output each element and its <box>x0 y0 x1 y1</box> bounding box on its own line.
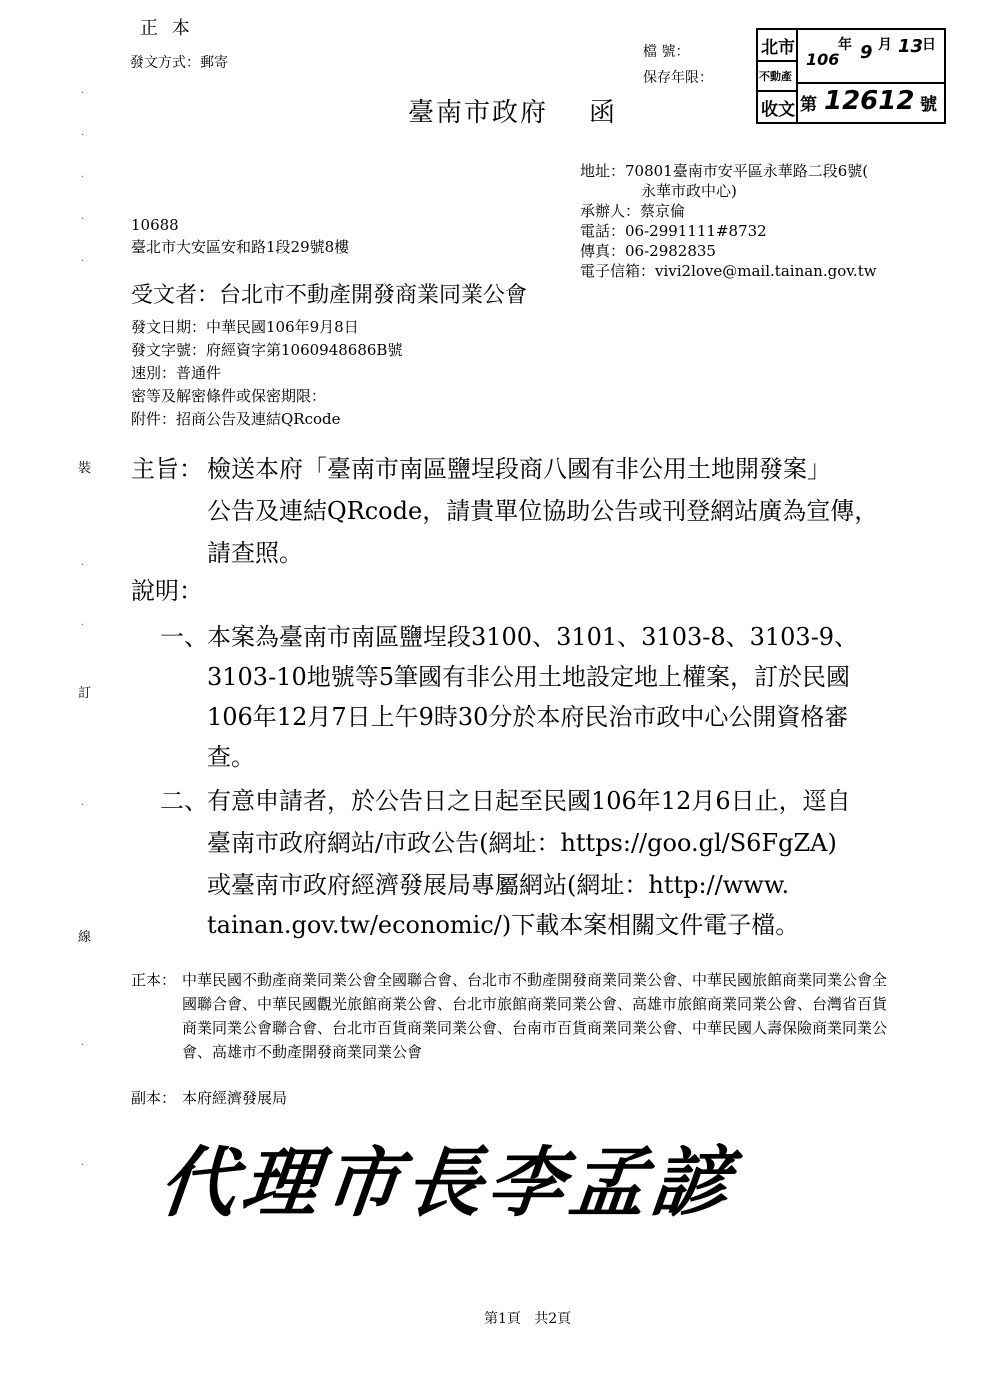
explanation-item-2-line-1: 有意申請者，於公告日之日起至民國106年12月6日止，逕自 <box>207 787 851 815</box>
stamp-org-3: 收文 <box>761 100 795 120</box>
explanation-item-2-line-3: 或臺南市政府經濟發展局專屬網站(網址：http://www. <box>207 871 790 899</box>
subject-label: 主旨： <box>131 455 203 483</box>
explanation-item-1-line-3: 106年12月7日上午9時30分於本府民治市政中心公開資格審 <box>207 703 849 731</box>
stamp-number-prefix: 第 <box>800 95 817 115</box>
stamp-day: 13 <box>898 36 924 57</box>
acting-mayor-signature: 代理市長李孟諺 <box>155 1138 739 1227</box>
receipt-stamp <box>756 28 946 124</box>
explanation-label: 說明： <box>131 577 203 605</box>
stamp-year: 106 <box>806 50 840 69</box>
sender-address-line2: 永華市政中心) <box>641 182 737 200</box>
subject-line-1: 檢送本府「臺南市南區鹽埕段商八國有非公用土地開發案」 <box>207 455 831 483</box>
recipient-postal-code: 10688 <box>131 216 179 234</box>
sender-address-line1: 地址：70801臺南市安平區永華路二段6號( <box>580 162 869 180</box>
explanation-item-1-number: 一、 <box>160 623 208 651</box>
document-number: 發文字號：府經資字第1060948686B號 <box>131 341 403 359</box>
recipient-line: 受文者：台北市不動產開發商業同業公會 <box>131 283 528 308</box>
official-letter-page: 正 本 發文方式：郵寄 檔 號： 保存年限： 臺南市政府 函 北市 不動產 收文 106 年 9 月 13 日 第 12612 號 地址：70801臺南市安平區永華路二段6號( 永華市政中心) 承辦人：蔡京倫 電話：06-2991111#8732 傳真：06-2982835 電子信箱：vivi2love@mail.tainan.gov.tw 10688 臺北市大安區安和路1段29號8樓 受文者：台北市不動產開發商業同業公會 發文日期：中華民國106年9月8日 發文字號：府經資字第1060948686B號 速別：普通件 密等及解密條件或保密期限： 附件：招商公告及連結QRcode 主旨： 檢送本府「臺南市南區鹽埕段商八國有非公用土地開發案」 公告及連結QRcode，請貴單位協助公告或刊登網站廣為宣傳， 請查照。 說明： 一、 本案為臺南市南區鹽埕段3100、3101、3103-8、3103-9、 3103-10地號等5筆國有非公用土地設定地上權案，訂於民國 106年12月7日上午9時30分於本府民治市政中心公開資格審 查。 二、 有意申請者，於公告日之日起至民國106年12月6日止，逕自 臺南市政府網站/市政公告(網址：https://goo.gl/S6FgZA) 或臺南市政府經濟發展局專屬網站(網址：http://www. tainan.gov.tw/economic/)下載本案相關文件電子檔。 正本： 中華民國不動產商業同業公會全國聯合會、台北市不動產開發商業同業公會、中華民國旅館商業同業公會全國聯合會、中華民國觀光旅館商業公會、台北市旅館商業同業公會、高雄市旅館商業同業公會、台灣省百貨商業同業公會聯合會、台北市百貨商業同業公會、台南市百貨商業同業公會、中華民國人壽保險商業同業公會、高雄市不動產開發商業同業公會 副本： 本府經濟發展局 代理市長李孟諺 裝 訂 線 · · · · · · · · · · 第1頁 共2頁 <box>0 0 990 1400</box>
stamp-day-unit: 日 <box>922 37 936 53</box>
original-copy-label: 正本： <box>131 971 177 989</box>
sender-email: 電子信箱：vivi2love@mail.tainan.gov.tw <box>580 262 877 280</box>
explanation-item-1-line-1: 本案為臺南市南區鹽埕段3100、3101、3103-8、3103-9、 <box>207 623 859 651</box>
stamp-org-1: 北市 <box>761 38 795 58</box>
subject-line-3: 請查照。 <box>207 539 303 567</box>
stamp-month: 9 <box>860 42 873 63</box>
secrecy-level: 密等及解密條件或保密期限： <box>131 387 327 405</box>
document-title: 臺南市政府 函 <box>408 98 618 128</box>
copy-type-label: 正 本 <box>140 18 194 39</box>
speed-category: 速別：普通件 <box>131 364 222 382</box>
binding-mark-stitch: 訂 <box>78 686 92 701</box>
binding-mark-bind: 裝 <box>78 461 92 476</box>
explanation-item-2-number: 二、 <box>160 787 208 815</box>
page-number: 第1頁 共2頁 <box>484 1311 572 1327</box>
sender-fax: 傳真：06-2982835 <box>580 242 716 260</box>
explanation-item-2-line-2: 臺南市政府網站/市政公告(網址：https://goo.gl/S6FgZA) <box>207 829 837 857</box>
stamp-number-suffix: 號 <box>920 95 937 115</box>
file-number-label: 檔 號： <box>643 44 690 60</box>
attachment-info: 附件：招商公告及連結QRcode <box>131 410 341 428</box>
carbon-copy-recipients: 本府經濟發展局 <box>182 1089 288 1107</box>
recipient-address: 臺北市大安區安和路1段29號8樓 <box>131 238 350 256</box>
binding-mark-line: 線 <box>78 930 92 945</box>
subject-line-2: 公告及連結QRcode，請貴單位協助公告或刊登網站廣為宣傳， <box>207 497 879 525</box>
stamp-month-unit: 月 <box>878 37 892 53</box>
carbon-copy-label: 副本： <box>131 1089 177 1107</box>
stamp-year-unit: 年 <box>838 37 852 53</box>
explanation-item-1-line-2: 3103-10地號等5筆國有非公用土地設定地上權案，訂於民國 <box>207 663 850 691</box>
sender-phone: 電話：06-2991111#8732 <box>580 222 767 240</box>
send-method: 發文方式：郵寄 <box>130 55 228 71</box>
stamp-org-2: 不動產 <box>759 70 792 83</box>
retention-period-label: 保存年限： <box>643 70 713 86</box>
officer-in-charge: 承辦人：蔡京倫 <box>580 202 686 220</box>
stamp-number: 12612 <box>824 86 915 116</box>
issue-date: 發文日期：中華民國106年9月8日 <box>131 318 359 336</box>
explanation-item-2-line-4: tainan.gov.tw/economic/)下載本案相關文件電子檔。 <box>207 911 800 939</box>
original-copy-recipients: 中華民國不動產商業同業公會全國聯合會、台北市不動產開發商業同業公會、中華民國旅館商業同業公會全國聯合會、中華民國觀光旅館商業公會、台北市旅館商業同業公會、高雄市旅館商業同業公會、台灣省百貨商業同業公會聯合會、台北市百貨商業同業公會、台南市百貨商業同業公會、中華民國人壽保險商業同業公會、高雄市不動產開發商業同業公會 <box>182 971 888 1061</box>
explanation-item-1-line-4: 查。 <box>207 743 255 771</box>
